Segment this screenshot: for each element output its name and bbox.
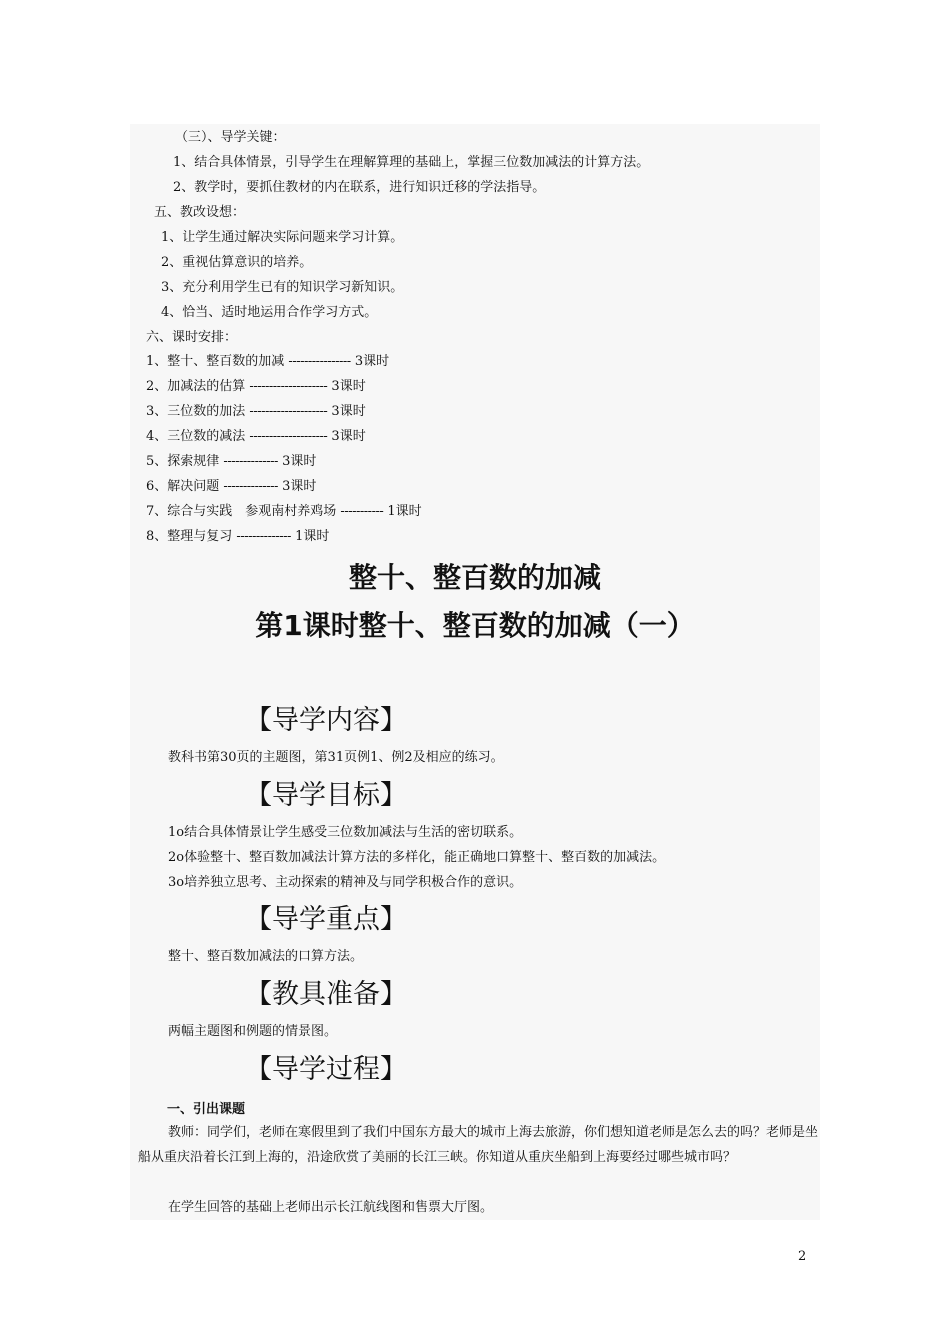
- reform-item: 2、重视估算意识的培养。: [161, 255, 313, 270]
- schedule-item-hours: 3课时: [282, 454, 317, 469]
- tools-heading: 【教具准备】: [245, 979, 407, 1010]
- schedule-item-hours: 1课时: [387, 504, 422, 519]
- document-page: [130, 124, 820, 1220]
- schedule-item-hours: 1课时: [295, 529, 330, 544]
- schedule-item: [146, 527, 329, 547]
- key-points-heading: （三）、导学关键：: [175, 130, 286, 145]
- content-text: 教科书第30页的主题图，第31页例1、例2及相应的练习。: [168, 750, 504, 765]
- schedule-item-name: 4、三位数的减法: [146, 429, 246, 444]
- schedule-item-name: 8、整理与复习: [146, 529, 233, 544]
- schedule-item-name: 3、三位数的加法: [146, 404, 246, 419]
- schedule-item-name: 6、解决问题: [146, 479, 220, 494]
- schedule-item: [146, 402, 366, 422]
- schedule-item-hours: 3课时: [331, 429, 366, 444]
- schedule-item-hours: 3课时: [354, 354, 390, 369]
- schedule-item-dashes: --------------: [223, 454, 278, 469]
- process-paragraph: 教师：同学们，老师在寒假里到了我们中国东方最大的城市上海去旅游，你们想知道老师是怎么去的吗？老师是坐船从重庆沿着长江到上海的，沿途欣赏了美丽的长江三峡。你知道从重庆坐船到上海要经过哪些城市吗？: [138, 1125, 819, 1165]
- schedule-item-name: 7、综合与实践 参观南村养鸡场: [146, 504, 337, 519]
- key-point-item: 2、教学时，要抓住教材的内在联系，进行知识迁移的学法指导。: [173, 180, 546, 195]
- goal-item: 3o培养独立思考、主动探索的精神及与同学积极合作的意识。: [168, 875, 523, 890]
- schedule-item: [146, 502, 422, 522]
- lesson-title: 第1课时整十、整百数的加减（一）: [255, 609, 695, 642]
- schedule-item: [146, 377, 366, 397]
- schedule-heading: 六、课时安排：: [146, 330, 238, 345]
- schedule-item-hours: 3课时: [331, 404, 366, 419]
- focus-heading: 【导学重点】: [245, 904, 407, 935]
- schedule-item-dashes: --------------: [236, 529, 291, 544]
- schedule-item: [146, 427, 366, 447]
- process-paragraph: 在学生回答的基础上老师出示长江航线图和售票大厅图。: [168, 1200, 494, 1215]
- key-point-item: 1、结合具体情景，引导学生在理解算理的基础上，掌握三位数加减法的计算方法。: [173, 155, 650, 170]
- schedule-item-name: 5、探索规律: [146, 454, 220, 469]
- schedule-item-dashes: --------------------: [249, 429, 328, 444]
- goal-item: 2o体验整十、整百数加减法计算方法的多样化，能正确地口算整十、整百数的加减法。: [168, 850, 666, 865]
- process-subheading: 一、引出课题: [167, 1102, 246, 1117]
- schedule-item-dashes: ----------------: [288, 354, 351, 369]
- reform-item: 1、让学生通过解决实际问题来学习计算。: [161, 230, 404, 245]
- goals-heading: 【导学目标】: [245, 780, 407, 811]
- schedule-item-hours: 3课时: [331, 379, 366, 394]
- schedule-item: [146, 477, 316, 497]
- schedule-item-hours: 3课时: [282, 479, 317, 494]
- schedule-item: [146, 352, 389, 372]
- schedule-item-dashes: -----------: [340, 504, 384, 519]
- schedule-item-dashes: --------------: [223, 479, 278, 494]
- schedule-item-dashes: --------------------: [249, 404, 328, 419]
- process-heading: 【导学过程】: [245, 1054, 407, 1085]
- content-heading: 【导学内容】: [245, 705, 407, 736]
- schedule-item-name: 2、加减法的估算: [146, 379, 246, 394]
- reform-item: 3、充分利用学生已有的知识学习新知识。: [161, 280, 404, 295]
- reform-item: 4、恰当、适时地运用合作学习方式。: [161, 305, 378, 320]
- schedule-item-name: 1、整十、整百数的加减: [146, 354, 285, 369]
- page-number: 2: [798, 1249, 807, 1264]
- schedule-item: [146, 452, 316, 472]
- schedule-item-dashes: --------------------: [249, 379, 328, 394]
- goal-item: 1o结合具体情景让学生感受三位数加减法与生活的密切联系。: [168, 825, 523, 840]
- tools-text: 两幅主题图和例题的情景图。: [168, 1024, 338, 1039]
- focus-text: 整十、整百数加减法的口算方法。: [168, 949, 364, 964]
- reform-heading: 五、教改设想：: [154, 205, 246, 220]
- unit-title: 整十、整百数的加减: [348, 561, 601, 594]
